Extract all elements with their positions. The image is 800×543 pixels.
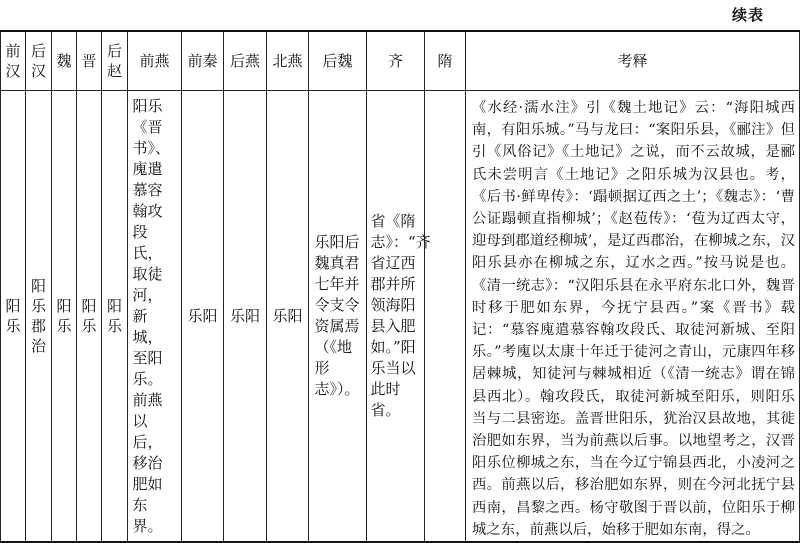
cell-hou-han: 阳乐 郡治 [26, 91, 52, 543]
cell-hou-wei: 乐阳后魏真君七年并令支令资属焉（《地形志》）。 [309, 91, 367, 543]
header-cell-hou-han: 后汉 [26, 31, 52, 91]
header-cell-wei: 魏 [52, 31, 77, 91]
cell-bei-yan: 乐阳 [267, 91, 309, 543]
header-cell-sui: 隋 [425, 31, 466, 91]
header-cell-kaoshi: 考释 [466, 31, 800, 91]
cell-qian-han: 阳乐 [1, 91, 26, 543]
cell-qi: 省《隋志》：“齐省辽西郡并所领海阳县入肥如。”阳乐当以此时省。 [367, 91, 425, 543]
header-cell-hou-wei: 后魏 [309, 31, 367, 91]
cell-kaoshi: 《水经·濡水注》引《魏土地记》云：“海阳城西南，有阳乐城。”马与龙曰：“案阳乐县，《郦注》但引《风俗记》《土地记》之说，而不云故城，是郦氏未尝明言《土地记》之阳乐城为汉县也。考，《后书·鲜卑传》：‘蹋顿据辽西之土’；《魏志》：‘曹公证蹋顿直指柳城’；《赵苞传》：‘苞为辽西太守，迎母到郡道经柳城’，是辽西郡治，在柳城之东，汉阳乐县亦在柳城之东，辽水之西。”按马说是也。《清一统志》：“汉阳乐县在永平府东北口外，魏晋时移于肥如东界，今抚宁县西。”案《晋书》载记：“慕容廆遣慕容翰攻段氏、取徒河新城、至阳乐。”考廆以太康十年迁于徒河之青山，元康四年移居棘城，知徒河与棘城相近（《清一统志》谓在锦县西北）。翰攻段氏，取徒河新城至阳乐，则阳乐当与二县密迩。盖晋世阳乐，犹治汉县故地，其徙治肥如东界，当为前燕以后事。以地望考之，汉晋阳乐位柳城之东，当在今辽宁锦县西北，小凌河之西。前燕以后，移治肥如东界，则在今河北抚宁县西南，昌黎之西。杨守敬图于晋以前，位阳乐于柳城之东，前燕以后，始移于肥如东南，得之。 [466, 91, 800, 543]
header-cell-bei-yan: 北燕 [267, 31, 309, 91]
header-cell-jin: 晋 [77, 31, 102, 91]
cell-sui [425, 91, 466, 543]
cell-hou-zhao: 阳乐 [102, 91, 128, 543]
header-cell-qi: 齐 [367, 31, 425, 91]
historical-county-table [0, 30, 800, 543]
cell-hou-yan: 乐阳 [224, 91, 267, 543]
header-cell-hou-yan: 后燕 [224, 31, 267, 91]
table-caption: 续表 [731, 6, 764, 24]
header-cell-qian-han: 前汉 [1, 31, 26, 91]
header-cell-qian-qin: 前秦 [182, 31, 224, 91]
cell-qian-qin: 乐阳 [182, 91, 224, 543]
header-cell-qian-yan: 前燕 [128, 31, 182, 91]
cell-qian-yan: 阳乐《晋书》、廆遣慕容翰攻段氏，取徒河，新城，至阳乐。前燕以后，移治肥如东界。 [128, 91, 182, 543]
cell-wei: 阳乐 [52, 91, 77, 543]
header-cell-hou-zhao: 后赵 [102, 31, 128, 91]
table-row [1, 91, 800, 543]
cell-jin: 阳乐 [77, 91, 102, 543]
header-row [1, 31, 800, 91]
